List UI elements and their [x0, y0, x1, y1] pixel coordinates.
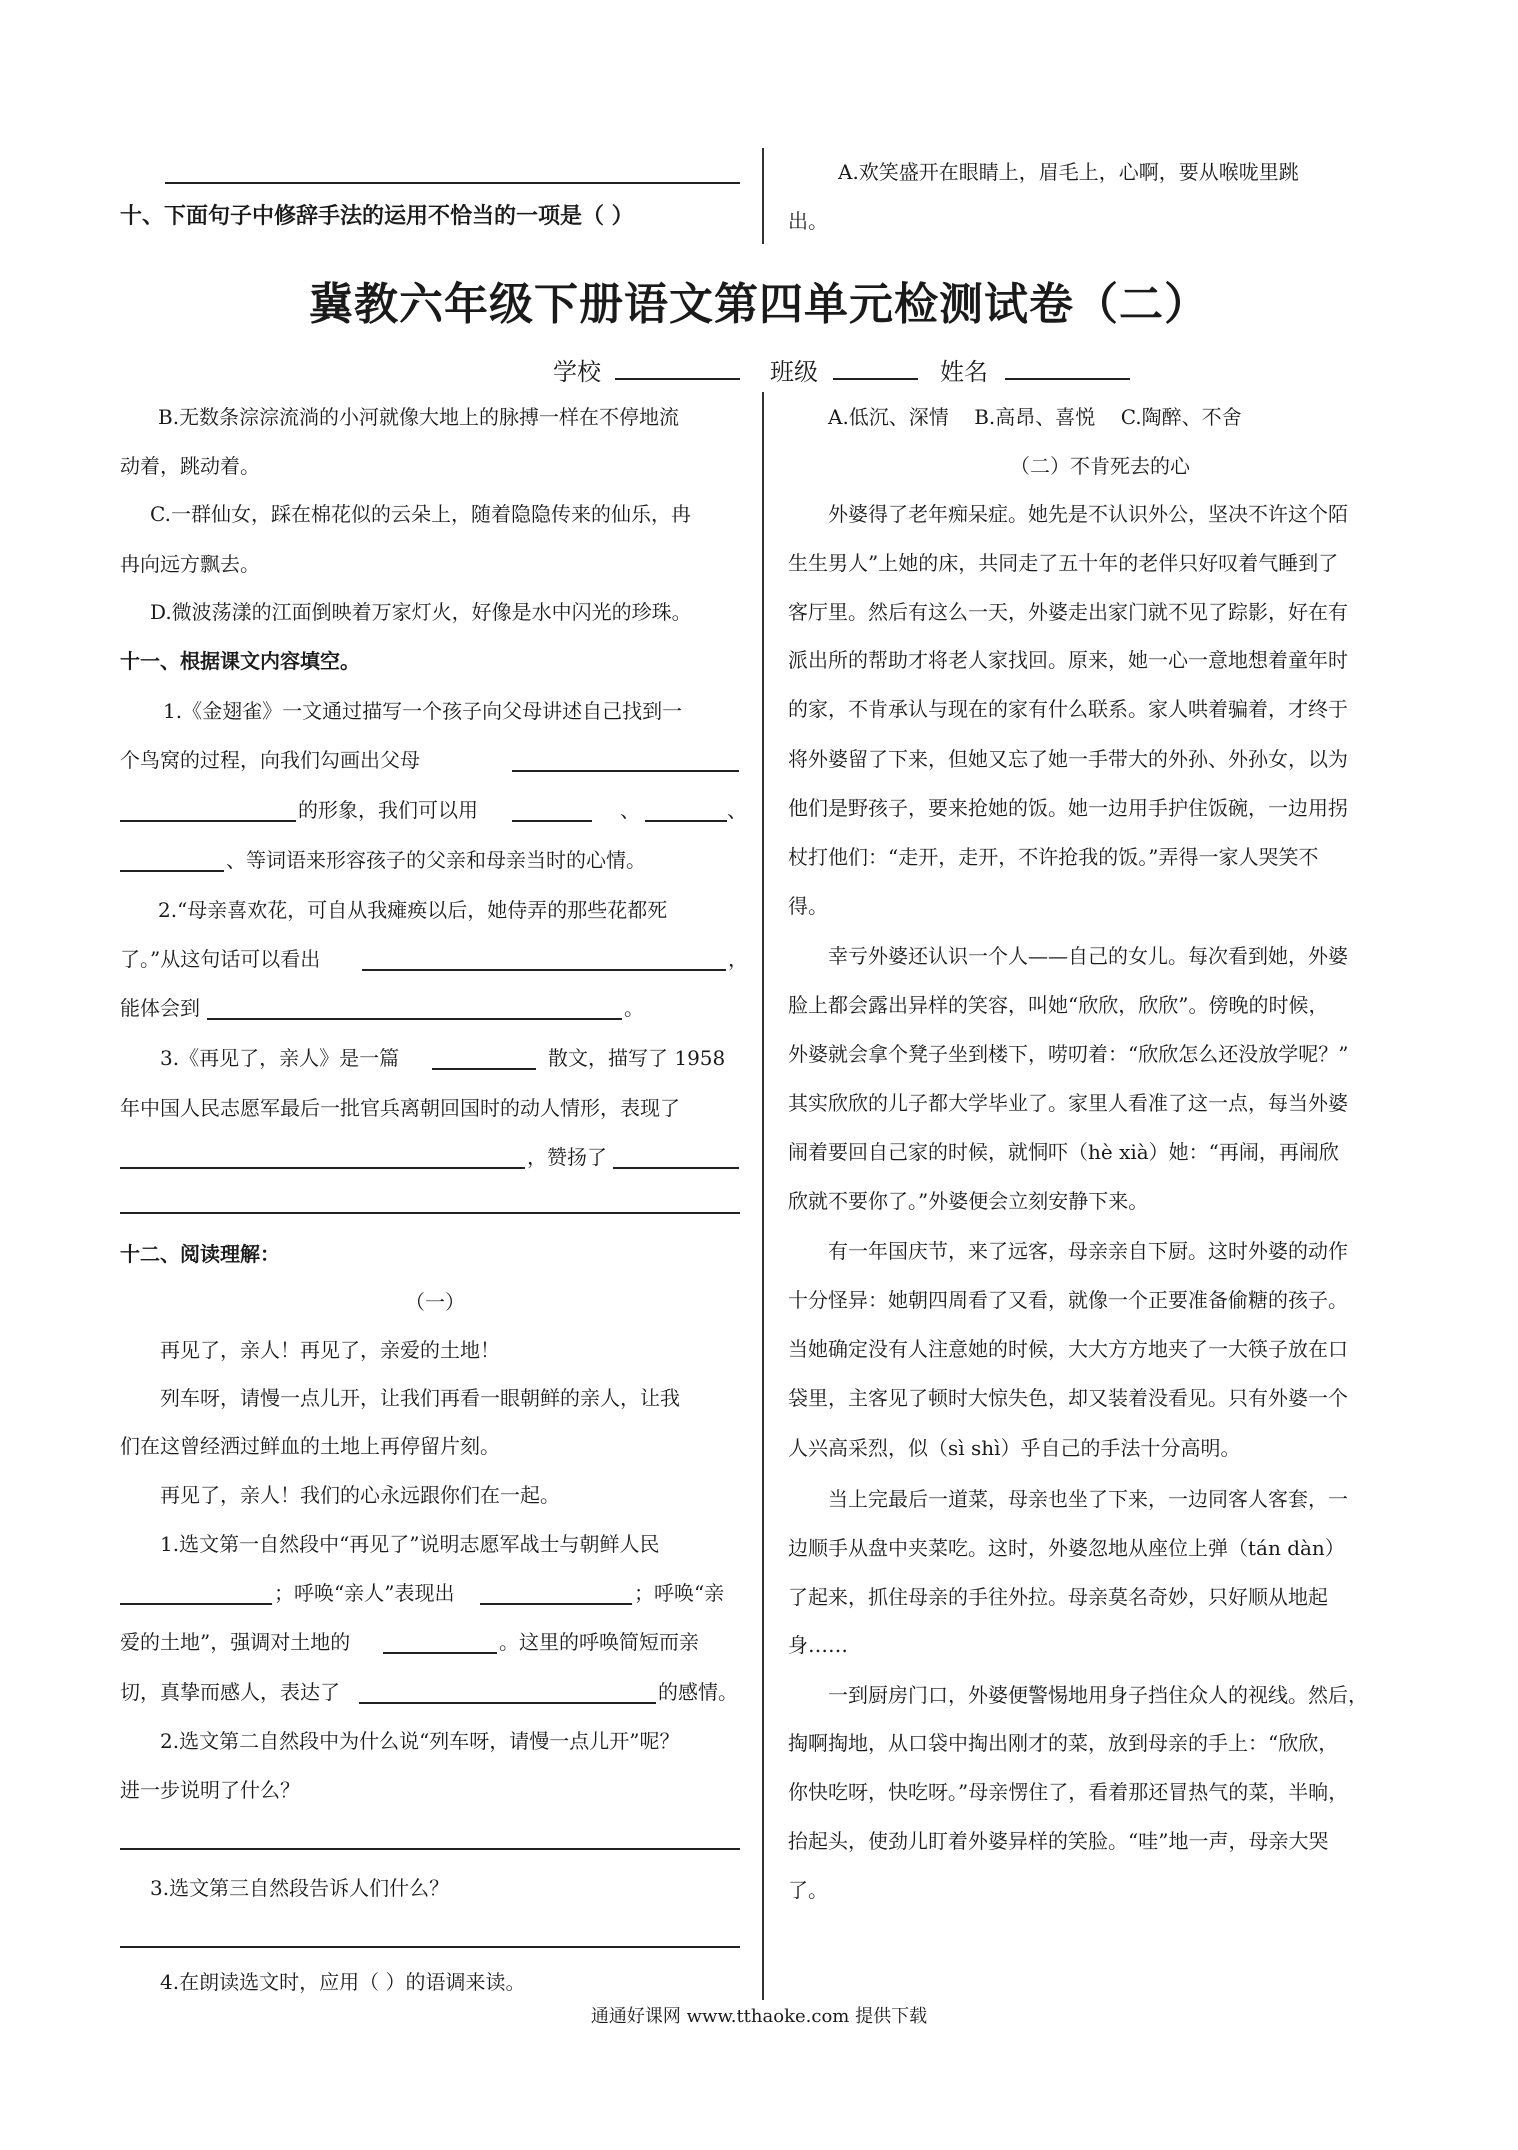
- q12-4-options: A.低沉、深情 B.高昂、喜悦 C.陶醉、不舍: [828, 405, 1242, 429]
- passage-1-line2: 列车呀，请慢一点儿开，让我们再看一眼朝鲜的亲人，让我: [160, 1386, 680, 1410]
- page-title: 冀教六年级下册语文第四单元检测试卷（二）: [309, 279, 1209, 330]
- q11-1-blank3: [512, 820, 592, 822]
- passage-2-line: 脸上都会露出异样的笑容，叫她“欣欣，欣欣”。傍晚的时候，: [788, 993, 1329, 1017]
- column-divider: [762, 392, 764, 2000]
- passage-2-line: 当她确定没有人注意她的时候，大大方方地夹了一大筷子放在口: [788, 1337, 1348, 1361]
- q11-3-blank3: [613, 1167, 739, 1169]
- q12-1-line2b: ；呼唤“亲: [634, 1581, 725, 1605]
- q11-2-blank1: [362, 969, 726, 971]
- q12-1-blank1: [120, 1603, 272, 1605]
- question-12-heading: 十二、阅读理解：: [120, 1242, 280, 1266]
- class-field: [833, 378, 918, 380]
- passage-2-line: 当上完最后一道菜，母亲也坐了下来，一边同客人客套，一: [828, 1487, 1348, 1511]
- passage-2-title: （二）不肯死去的心: [1010, 454, 1190, 478]
- q11-3-line1a: 3.《再见了，亲人》是一篇: [160, 1046, 400, 1070]
- passage-2-line: 客厅里。然后有这么一天，外婆走出家门就不见了踪影，好在有: [788, 600, 1348, 624]
- q11-1-blank4: [645, 820, 727, 822]
- passage-2-line: 其实欣欣的儿子都大学毕业了。家里人看准了这一点，每当外婆: [788, 1091, 1348, 1115]
- q12-2-answer-line: [120, 1848, 740, 1850]
- option-c-line2: 冉向远方飘去。: [120, 552, 260, 576]
- q12-1-blank4: [359, 1702, 656, 1704]
- q12-3-answer-line: [120, 1946, 740, 1948]
- passage-2-line: 你快吃呀，快吃呀。”母亲愣住了，看着那还冒热气的菜，半晌，: [788, 1780, 1349, 1804]
- passage-2-line: 外婆就会拿个凳子坐到楼下，唠叨着：“欣欣怎么还没放学呢？”: [788, 1042, 1349, 1066]
- q12-1-line2a: ；呼唤“亲人”表现出: [274, 1581, 455, 1605]
- option-b-line2: 动着，跳动着。: [120, 454, 260, 478]
- passage-2-line: 杖打他们：“走开，走开，不许抢我的饭。”弄得一家人哭笑不: [788, 845, 1319, 869]
- q11-1-blank1: [512, 770, 739, 772]
- passage-2-line: 得。: [788, 894, 828, 918]
- q12-2-line1: 2.选文第二自然段中为什么说“列车呀，请慢一点儿开”呢？: [160, 1729, 680, 1753]
- option-c-line1: C.一群仙女，踩在棉花似的云朵上，随着隐隐传来的仙乐，冉: [150, 502, 691, 526]
- q11-2-comma: ，: [728, 947, 748, 971]
- q11-2-line1: 2.“母亲喜欢花，可自从我瘫痪以后，她侍弄的那些花都死: [158, 898, 668, 922]
- q12-1-blank2: [480, 1603, 632, 1605]
- q12-1-blank3: [383, 1652, 497, 1654]
- passage-2-line: 的家，不肯承认与现在的家有什么联系。家人哄着骗着，才终于: [788, 697, 1348, 721]
- passage-2-line: 袋里，主客见了顿时大惊失色，却又装着没看见。只有外婆一个: [788, 1386, 1348, 1410]
- option-a-line1: A.欢笑盛开在眼睛上，眉毛上，心啊，要从喉咙里跳: [838, 160, 1299, 184]
- q12-4-line: 4.在朗读选文时，应用（ ）的语调来读。: [160, 1970, 526, 1994]
- passage-2-line: 掏啊掏地，从口袋中掏出刚才的菜，放到母亲的手上：“欣欣，: [788, 1731, 1339, 1755]
- q11-1-blank2: [120, 820, 296, 822]
- q11-3-blank2: [120, 1167, 525, 1169]
- passage-1-title: （一）: [405, 1290, 465, 1314]
- passage-1-line1: 再见了，亲人！再见了，亲爱的土地！: [160, 1338, 500, 1362]
- q11-1-line2: 个鸟窝的过程，向我们勾画出父母: [120, 748, 420, 772]
- passage-1-line4: 再见了，亲人！我们的心永远跟你们在一起。: [160, 1483, 560, 1507]
- q11-1-line1: 1.《金翅雀》一文通过描写一个孩子向父母讲述自己找到一: [163, 699, 683, 723]
- q11-2-line2: 了。”从这句话可以看出: [120, 947, 321, 971]
- q11-1-blank5: [120, 870, 224, 872]
- passage-2-line: 将外婆留了下来，但她又忘了她一手带大的外孙、外孙女，以为: [788, 747, 1348, 771]
- option-d-line1: D.微波荡漾的江面倒映着万家灯火，好像是水中闪光的珍珠。: [150, 600, 692, 624]
- column-divider-top: [762, 148, 764, 244]
- passage-2-line: 派出所的帮助才将老人家找回。原来，她一心一意地想着童年时: [788, 648, 1348, 672]
- q11-3-line3: ，赞扬了: [527, 1145, 607, 1169]
- passage-2-line: 他们是野孩子，要来抢她的饭。她一边用手护住饭碗，一边用拐: [788, 796, 1348, 820]
- passage-2-line: 欣就不要你了。”外婆便会立刻安静下来。: [788, 1189, 1149, 1213]
- q11-2-blank2: [207, 1018, 622, 1020]
- question-11-heading: 十一、根据课文内容填空。: [120, 649, 360, 673]
- q11-1-sep1: 、: [620, 798, 640, 822]
- q12-1-line4b: 的感情。: [658, 1680, 738, 1704]
- passage-2-line: 一到厨房门口，外婆便警惕地用身子挡住众人的视线。然后，: [828, 1683, 1368, 1707]
- passage-2-line: 了起来，抓住母亲的手往外拉。母亲莫名奇妙，只好顺从地起: [788, 1585, 1328, 1609]
- q11-3-line1b: 散文，描写了 1958: [548, 1046, 726, 1070]
- option-b-line1: B.无数条淙淙流淌的小河就像大地上的脉搏一样在不停地流: [158, 405, 680, 429]
- name-field: [1005, 378, 1130, 380]
- passage-2-line: 抬起头，使劲儿盯着外婆异样的笑脸。“哇”地一声，母亲大哭: [788, 1829, 1329, 1853]
- passage-2-line: 幸亏外婆还认识一个人——自己的女儿。每次看到她，外婆: [828, 944, 1348, 968]
- passage-2-line: 十分怪异：她朝四周看了又看，就像一个正要准备偷糖的孩子。: [788, 1288, 1348, 1312]
- q11-2-line3: 能体会到: [120, 996, 200, 1020]
- q11-1-sep2: 、: [727, 798, 747, 822]
- passage-2-line: 了。: [788, 1878, 828, 1902]
- passage-2-line: 身……: [788, 1633, 848, 1657]
- passage-2-line: 人兴高采烈，似（sì shì）乎自己的手法十分高明。: [788, 1436, 1241, 1460]
- answer-line-top: [165, 182, 740, 184]
- school-label: 学校: [553, 358, 601, 386]
- q11-3-blank1: [432, 1068, 536, 1070]
- q11-1-line4: 、等词语来形容孩子的父亲和母亲当时的心情。: [226, 848, 646, 872]
- q12-3-line: 3.选文第三自然段告诉人们什么？: [150, 1876, 450, 1900]
- school-field: [615, 378, 740, 380]
- passage-2-line: 有一年国庆节，来了远客，母亲亲自下厨。这时外婆的动作: [828, 1239, 1348, 1263]
- name-label: 姓名: [940, 358, 988, 386]
- q12-1-line3b: 。这里的呼唤简短而亲: [499, 1630, 699, 1654]
- passage-2-line: 边顺手从盘中夹菜吃。这时，外婆忽地从座位上弹（tán dàn）: [788, 1536, 1345, 1560]
- class-label: 班级: [770, 358, 818, 386]
- passage-1-line3: 们在这曾经洒过鲜血的土地上再停留片刻。: [120, 1434, 500, 1458]
- question-10-heading: 十、下面句子中修辞手法的运用不恰当的一项是（ ）: [120, 204, 634, 229]
- q12-1-line3a: 爱的土地”，强调对土地的: [120, 1630, 351, 1654]
- footer-credit: 通通好课网 www.tthaoke.com 提供下载: [590, 2006, 928, 2027]
- q11-3-blank4: [120, 1212, 740, 1214]
- passage-2-line: 外婆得了老年痴呆症。她先是不认识外公，坚决不许这个陌: [828, 502, 1348, 526]
- q11-2-end: 。: [624, 996, 644, 1020]
- passage-2-line: 闹着要回自己家的时候，就恫吓（hè xià）她：“再闹，再闹欣: [788, 1140, 1339, 1164]
- option-a-line2: 出。: [788, 209, 828, 233]
- q12-1-line4a: 切，真挚而感人，表达了: [120, 1680, 340, 1704]
- passage-2-line: 生生男人”上她的床，共同走了五十年的老伴只好叹着气睡到了: [788, 551, 1339, 575]
- q12-2-line2: 进一步说明了什么？: [120, 1778, 300, 1802]
- q12-1-line1: 1.选文第一自然段中“再见了”说明志愿军战士与朝鲜人民: [160, 1532, 660, 1556]
- q11-1-line3: 的形象，我们可以用: [298, 798, 478, 822]
- q11-3-line2: 年中国人民志愿军最后一批官兵离朝回国时的动人情形，表现了: [120, 1096, 680, 1120]
